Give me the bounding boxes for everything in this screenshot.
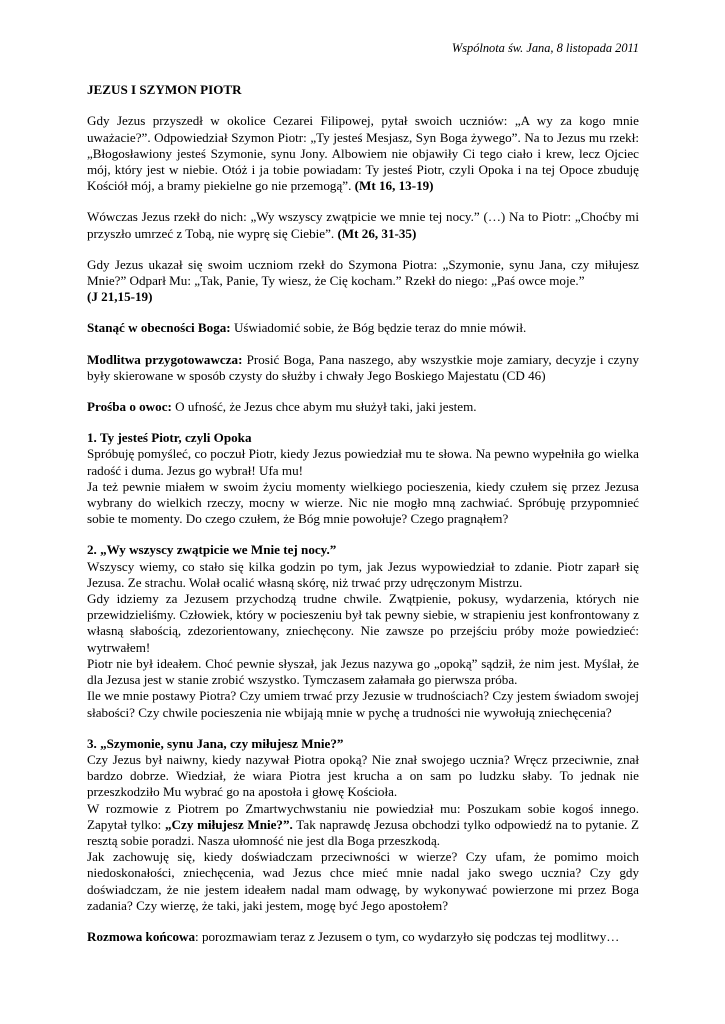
prosba-text: O ufność, że Jezus chce abym mu służył taki, jaki jestem. [171, 399, 477, 415]
modlitwa-text: Prosić Boga, Pana naszego, aby wszystkie moje zamiary, decyzje i czyny były skierowane w sposób czysty do służby i chwały Jego Boskiego Majestatu (CD 46) [87, 351, 639, 383]
stan-label: Stanąć w obecności Boga: [87, 320, 231, 336]
rozmowa-label: Rozmowa końcowa [87, 928, 196, 944]
section-1-title: 1. Ty jesteś Piotr, czyli Opoka [87, 430, 252, 446]
stan-text: Uświadomić sobie, że Bóg będzie teraz do mnie mówił. [230, 320, 527, 336]
document-header: Wspólnota św. Jana, 8 listopada 2011 [451, 41, 639, 55]
section-2 [87, 542, 639, 720]
intro-paragraph-3 [87, 257, 639, 306]
intro-ref-1: (Mt 16, 13-19) [354, 178, 434, 194]
prosba-label: Prośba o owoc: [87, 399, 172, 415]
section-3-title: 3. „Szymonie, synu Jana, czy miłujesz Mnie?” [87, 735, 344, 751]
section-3-p2-after: Tak naprawdę Jezusa obchodzi tylko odpowiedź na to pytanie. Z resztą sobie poradzi. Nasza ułomność nie jest dla Boga przeszkodą. [87, 816, 639, 848]
section-3-paragraph [87, 801, 639, 850]
section-3 [87, 736, 639, 914]
intro-ref-2: (Mt 26, 31-35) [337, 225, 417, 241]
section-1-paragraph: Ja też pewnie miałem w swoim życiu momenty wielkiego pocieszenia, kiedy czułem się przez Jezusa wybrany do wielkich rzeczy, mocny w wierze. Nic nie mogło mną zachwiać. Spróbuję przypomnieć sobie te momenty. Do czego czułem, że Bóg mnie powołuje? Czego pragnąłem? [87, 478, 639, 527]
section-2-paragraph: Gdy idziemy za Jezusem przychodzą trudne chwile. Zwątpienie, pokusy, wydarzenia, których nie przewidzieliśmy. Człowiek, który w pocieszeniu był tak pewny siebie, w strapieniu jest konfrontowany z własną słabością, zdezorientowany, zniechęcony. Nie zawsze po przejściu próby może powiedzieć: wytrwałem! [87, 591, 639, 655]
section-3-paragraph: Czy Jezus był naiwny, kiedy nazywał Piotra opoką? Nie znał swojego ucznia? Wręcz przeciwnie, znał bardzo dobrze. Wiedział, że wiara Piotra jest krucha a on sam po ludzku słaby. To jednak nie przeszkodziło Mu wybrać go na apostoła i głowę Kościoła. [87, 751, 639, 800]
stan-paragraph [87, 320, 639, 336]
section-3-p2-bold: „Czy miłujesz Mnie?”. [165, 816, 293, 832]
intro-text-2: Wówczas Jezus rzekł do nich: „Wy wszyscy zwątpicie we mnie tej nocy.” (…) Na to Piotr: „Choćby mi przyszło umrzeć z Tobą, nie wyprę się Ciebie”. [87, 209, 639, 241]
modlitwa-paragraph [87, 352, 639, 384]
section-2-paragraph: Wszyscy wiemy, co stało się kilka godzin po tym, jak Jezus wypowiedział to zdanie. Piotr zaparł się Jezusa. Ze strachu. Wolał ocalić własną skórę, niż trwać przy udręczonym Mistrzu. [87, 558, 639, 590]
rozmowa-paragraph [87, 929, 639, 945]
section-3-paragraph: Jak zachowuję się, kiedy doświadczam przeciwności w wierze? Czy ufam, że pomimo moich niedoskonałości, zniechęcenia, wad Jezus chce mieć mnie nadal jako swego ucznia? Czy gdy doświadczam, że nie jestem ideałem nadal mam odwagę, by wykonywać powierzone mi przez Boga zadania? Czy wierzę, że taki, jaki jestem, mogę być Jego apostołem? [87, 849, 639, 913]
section-1-paragraph: Spróbuję pomyśleć, co poczuł Piotr, kiedy Jezus powiedział mu te słowa. Na pewno wypełniła go wielka radość i duma. Jezus go wybrał! Ufa mu! [87, 446, 639, 478]
intro-text-3: Gdy Jezus ukazał się swoim uczniom rzekł do Szymona Piotra: „Szymonie, synu Jana, czy miłujesz Mnie?” Odparł Mu: „Tak, Panie, Ty wiesz, że Cię kocham.” Rzekł do niego: „Paś owce moje.” [87, 256, 639, 289]
section-3-p2-before: W rozmowie z Piotrem po Zmartwychwstaniu nie powiedział mu: Poszukam sobie kogoś innego. Zapytał tylko: [87, 800, 639, 832]
document-title: JEZUS I SZYMON PIOTR [87, 82, 242, 98]
intro-ref-3: (J 21,15-19) [87, 289, 153, 305]
section-1 [87, 430, 639, 527]
intro-paragraph-2 [87, 209, 639, 241]
modlitwa-label: Modlitwa przygotowawcza: [87, 351, 243, 367]
section-2-title: 2. „Wy wszyscy zwątpicie we Mnie tej nocy.” [87, 542, 337, 558]
intro-text-1: Gdy Jezus przyszedł w okolice Cezarei Filipowej, pytał swoich uczniów: „A wy za kogo mnie uważacie?”. Odpowiedział Szymon Piotr: „Ty jesteś Mesjasz, Syn Boga żywego”. Na to Jezus mu rzekł: „Błogosławiony jesteś Szymonie, synu Jony. Albowiem nie objawiły Ci tego ciało i krew, lecz Ojciec mój, który jest w niebie. Otóż i ja tobie powiadam: Ty jesteś Piotr, czyli Opoka i na tej Opoce zbuduję Kościół mój, a bramy piekielne go nie przemogą”. [87, 113, 639, 194]
section-2-paragraph: Ile we mnie postawy Piotra? Czy umiem trwać przy Jezusie w trudnościach? Czy jestem świadom swojej słabości? Czy chwile pocieszenia nie wbijają mnie w pychę a trudności nie wywołują zniechęcenia? [87, 688, 639, 720]
section-2-paragraph: Piotr nie był ideałem. Choć pewnie słyszał, jak Jezus nazywa go „opoką” sądził, że nim jest. Myślał, że dla Jezusa jest w stanie zrobić wszystko. Tymczasem załamała go pierwsza próba. [87, 655, 639, 688]
prosba-paragraph [87, 399, 639, 415]
rozmowa-text: : porozmawiam teraz z Jezusem o tym, co wydarzyło się podczas tej modlitwy… [195, 928, 620, 944]
intro-paragraph-1 [87, 113, 639, 194]
